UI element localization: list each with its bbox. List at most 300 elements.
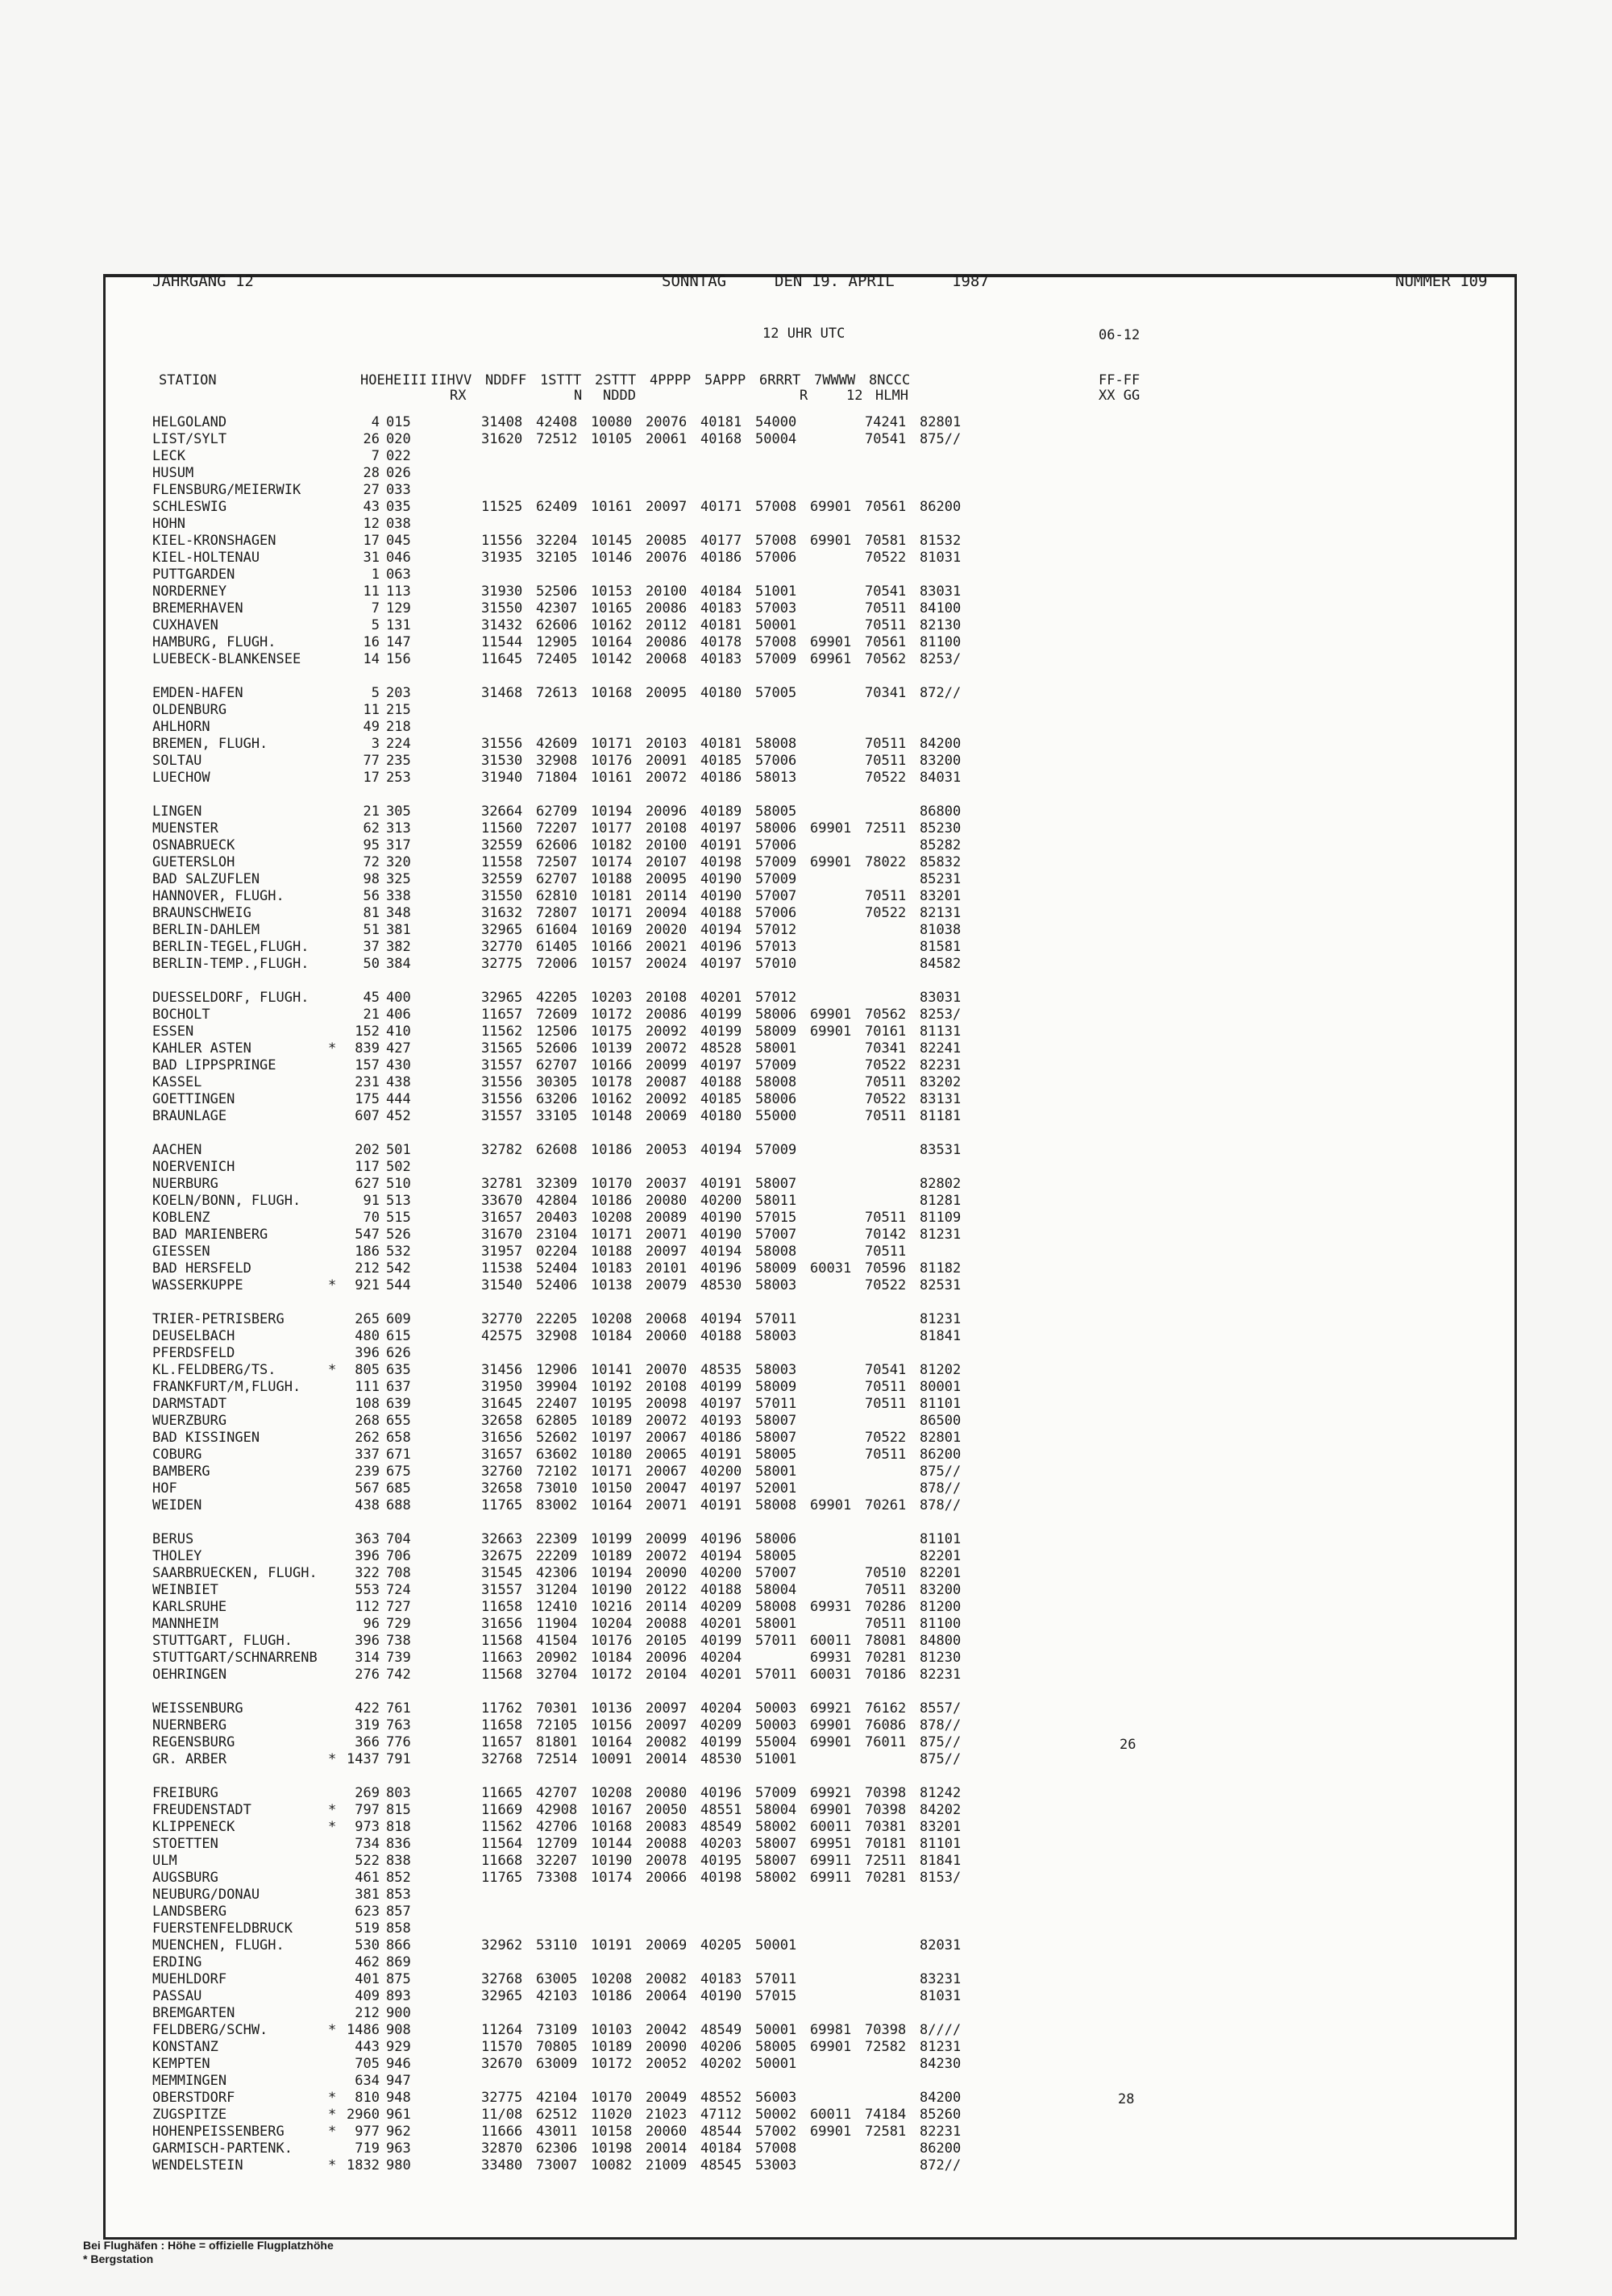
station-name: CUXHAVEN (152, 617, 218, 633)
synop-group: 69961 (810, 651, 852, 667)
synop-group: 10169 (591, 922, 633, 938)
synop-group: 70562 (865, 1007, 907, 1023)
footnote-airport: Bei Flughäfen : Höhe = offizielle Flugplatzhöhe (83, 2239, 334, 2252)
year-label: 1987 (952, 272, 989, 290)
synop-group: 69901 (810, 1497, 852, 1513)
station-number: 900 (386, 2005, 411, 2021)
station-height: 462 (355, 1954, 380, 1970)
synop-group: 81031 (920, 550, 962, 566)
station-height: 98 (363, 871, 380, 887)
synop-group: 63206 (536, 1091, 578, 1107)
synop-group: 72613 (536, 685, 578, 701)
synop-group: 81532 (920, 533, 962, 549)
synop-group: 31657 (481, 1210, 523, 1226)
synop-group: 10136 (591, 1700, 633, 1717)
station-height: 56 (363, 888, 380, 904)
station-name: KIEL-HOLTENAU (152, 550, 260, 566)
station-name: MUENCHEN, FLUGH. (152, 1937, 285, 1953)
synop-group: 84800 (920, 1633, 962, 1649)
synop-group: 58008 (755, 1243, 797, 1260)
synop-group: 81841 (920, 1853, 962, 1869)
synop-group: 10168 (591, 685, 633, 701)
station-number: 129 (386, 600, 411, 617)
station-number: 803 (386, 1785, 411, 1801)
synop-group: 32207 (536, 1853, 578, 1869)
synop-group: 31456 (481, 1362, 523, 1378)
synop-group: 72006 (536, 956, 578, 972)
station-height: 7 (371, 448, 380, 464)
synop-group: 10192 (591, 1379, 633, 1395)
synop-group: 32965 (481, 1988, 523, 2004)
station-name: FELDBERG/SCHW. (152, 2022, 268, 2038)
station-height: 212 (355, 2005, 380, 2021)
synop-group: 70522 (865, 1057, 907, 1073)
station-name: BAMBERG (152, 1464, 210, 1480)
synop-group: 57007 (755, 888, 797, 904)
synop-group: 52406 (536, 1277, 578, 1293)
station-name: BERLIN-DAHLEM (152, 922, 260, 938)
synop-group: 70341 (865, 1040, 907, 1057)
column-header: NDDFF (485, 372, 527, 388)
station-number: 963 (386, 2140, 411, 2157)
synop-group: 8153/ (920, 1870, 962, 1886)
synop-group: 57015 (755, 1988, 797, 2004)
station-number: 038 (386, 516, 411, 532)
synop-group: 72405 (536, 651, 578, 667)
synop-group: 10153 (591, 583, 633, 600)
synop-group: 11657 (481, 1734, 523, 1750)
station-number: 639 (386, 1396, 411, 1412)
synop-group: 10164 (591, 1497, 633, 1513)
synop-group: 57013 (755, 939, 797, 955)
synop-group: 70261 (865, 1497, 907, 1513)
station-number: 406 (386, 1007, 411, 1023)
synop-group: 31656 (481, 1430, 523, 1446)
synop-group: 40190 (700, 888, 742, 904)
synop-group: 73007 (536, 2157, 578, 2174)
synop-group: 10161 (591, 770, 633, 786)
station-height: 77 (363, 753, 380, 769)
synop-group: 48530 (700, 1751, 742, 1767)
station-name: BERLIN-TEGEL,FLUGH. (152, 939, 310, 955)
synop-group: 11668 (481, 1853, 523, 1869)
synop-group: 20122 (646, 1582, 688, 1598)
synop-group: 12410 (536, 1599, 578, 1615)
station-number: 655 (386, 1413, 411, 1429)
synop-group: 40188 (700, 905, 742, 921)
synop-group: 57009 (755, 871, 797, 887)
station-number: 501 (386, 1142, 411, 1158)
synop-group: 69901 (810, 854, 852, 870)
synop-group: 41504 (536, 1633, 578, 1649)
synop-group: 32965 (481, 922, 523, 938)
station-height: 530 (355, 1937, 380, 1953)
synop-group: 31656 (481, 1616, 523, 1632)
station-number: 708 (386, 1565, 411, 1581)
synop-group: 48549 (700, 1819, 742, 1835)
synop-group: 43011 (536, 2124, 578, 2140)
synop-group: 875// (920, 431, 962, 447)
station-number: 430 (386, 1057, 411, 1073)
synop-group: 62810 (536, 888, 578, 904)
station-height: 108 (355, 1396, 380, 1412)
station-number: 203 (386, 685, 411, 701)
synop-group: 10142 (591, 651, 633, 667)
synop-group: 50001 (755, 617, 797, 633)
synop-group: 20060 (646, 1328, 688, 1344)
synop-group: 22309 (536, 1531, 578, 1547)
synop-group: 11568 (481, 1667, 523, 1683)
station-height: 186 (355, 1243, 380, 1260)
synop-group: 71804 (536, 770, 578, 786)
station-number: 742 (386, 1667, 411, 1683)
synop-group: 70541 (865, 431, 907, 447)
synop-group: 10186 (591, 1988, 633, 2004)
synop-group: 57011 (755, 1396, 797, 1412)
synop-group: 11904 (536, 1616, 578, 1632)
station-number: 947 (386, 2073, 411, 2089)
column-header: 6RRRT (759, 372, 801, 388)
station-number: 869 (386, 1954, 411, 1970)
synop-group: 20021 (646, 939, 688, 955)
synop-group: 83201 (920, 1819, 962, 1835)
synop-group: 58005 (755, 2039, 797, 2055)
synop-group: 32309 (536, 1176, 578, 1192)
station-number: 348 (386, 905, 411, 921)
synop-group: 85832 (920, 854, 962, 870)
synop-group: 40180 (700, 1108, 742, 1124)
synop-group: 50001 (755, 2056, 797, 2072)
synop-group: 72511 (865, 1853, 907, 1869)
station-name: HELGOLAND (152, 414, 227, 430)
synop-group: 875// (920, 1464, 962, 1480)
synop-group: 10146 (591, 550, 633, 566)
synop-group: 31468 (481, 685, 523, 701)
synop-group: 40190 (700, 871, 742, 887)
synop-group: 10194 (591, 1565, 633, 1581)
station-name: PUTTGARDEN (152, 567, 235, 583)
synop-group: 40200 (700, 1193, 742, 1209)
synop-group: 10189 (591, 1548, 633, 1564)
synop-group: 32908 (536, 753, 578, 769)
synop-group: 20108 (646, 990, 688, 1006)
synop-group: 10175 (591, 1023, 633, 1040)
synop-group: 40190 (700, 1210, 742, 1226)
synop-group: 69981 (810, 2022, 852, 2038)
synop-group: 20068 (646, 651, 688, 667)
synop-group: 62709 (536, 803, 578, 820)
synop-group: 40201 (700, 990, 742, 1006)
station-name: KOBLENZ (152, 1210, 210, 1226)
synop-group: 32559 (481, 837, 523, 853)
synop-group: 20071 (646, 1497, 688, 1513)
synop-group: 10176 (591, 1633, 633, 1649)
station-height: 62 (363, 820, 380, 837)
synop-group: 82231 (920, 1057, 962, 1073)
synop-group: 20014 (646, 1751, 688, 1767)
synop-group: 58006 (755, 1531, 797, 1547)
synop-group: 40188 (700, 1074, 742, 1090)
synop-group: 62409 (536, 499, 578, 515)
synop-group: 58004 (755, 1802, 797, 1818)
station-name: PASSAU (152, 1988, 202, 2004)
synop-group: 58001 (755, 1464, 797, 1480)
synop-group: 57006 (755, 837, 797, 853)
synop-group: 20086 (646, 1007, 688, 1023)
synop-group: 40188 (700, 1582, 742, 1598)
synop-group: 40204 (700, 1700, 742, 1717)
synop-group: 40199 (700, 1023, 742, 1040)
synop-group: 31957 (481, 1243, 523, 1260)
station-name: BERLIN-TEMP.,FLUGH. (152, 956, 310, 972)
synop-group: 12905 (536, 634, 578, 650)
synop-group: 40209 (700, 1717, 742, 1733)
synop-group: 20066 (646, 1870, 688, 1886)
synop-group: 57011 (755, 1667, 797, 1683)
synop-group: 82201 (920, 1548, 962, 1564)
synop-group: 83202 (920, 1074, 962, 1090)
synop-group: 40196 (700, 939, 742, 955)
synop-group: 57006 (755, 550, 797, 566)
synop-group: 20086 (646, 634, 688, 650)
station-name: GR. ARBER (152, 1751, 227, 1767)
station-number: 671 (386, 1447, 411, 1463)
station-height: 157 (355, 1057, 380, 1073)
synop-group: 52404 (536, 1260, 578, 1277)
synop-group: 62606 (536, 617, 578, 633)
station-height: 3 (371, 736, 380, 752)
station-name: OEHRINGEN (152, 1667, 227, 1683)
synop-group: 48549 (700, 2022, 742, 2038)
synop-group: 40203 (700, 1836, 742, 1852)
synop-group: 63602 (536, 1447, 578, 1463)
synop-group: 58006 (755, 1007, 797, 1023)
synop-group: 40194 (700, 922, 742, 938)
synop-group: 57003 (755, 600, 797, 617)
synop-group: 31670 (481, 1227, 523, 1243)
station-name: LINGEN (152, 803, 202, 820)
synop-group: 40183 (700, 600, 742, 617)
station-number: 444 (386, 1091, 411, 1107)
synop-group: 40195 (700, 1853, 742, 1869)
synop-group: 62707 (536, 871, 578, 887)
synop-group: 81182 (920, 1260, 962, 1277)
synop-group: 70522 (865, 905, 907, 921)
synop-group: 58001 (755, 1040, 797, 1057)
synop-group: 70511 (865, 1243, 907, 1260)
synop-group: 31556 (481, 736, 523, 752)
synop-group: 42575 (481, 1328, 523, 1344)
synop-group: 20069 (646, 1937, 688, 1953)
synop-group: 82801 (920, 1430, 962, 1446)
station-number: 729 (386, 1616, 411, 1632)
station-name: BREMEN, FLUGH. (152, 736, 268, 752)
synop-group: 86800 (920, 803, 962, 820)
synop-group: 10204 (591, 1616, 633, 1632)
station-number: 035 (386, 499, 411, 515)
station-height: 1486 (347, 2022, 380, 2038)
synop-group: 32870 (481, 2140, 523, 2157)
station-number: 026 (386, 465, 411, 481)
synop-group: 10164 (591, 634, 633, 650)
synop-group: 10194 (591, 803, 633, 820)
synop-group: 48530 (700, 1277, 742, 1293)
synop-group: 70286 (865, 1599, 907, 1615)
station-number: 961 (386, 2107, 411, 2123)
synop-group: 54000 (755, 414, 797, 430)
synop-group: 10177 (591, 820, 633, 837)
station-name: ESSEN (152, 1023, 194, 1040)
synop-group: 69901 (810, 533, 852, 549)
synop-group: 32770 (481, 1311, 523, 1327)
station-number: 685 (386, 1480, 411, 1497)
station-name: STOETTEN (152, 1836, 218, 1852)
mountain-station-marker: * (328, 1802, 337, 1818)
synop-group: 10208 (591, 1971, 633, 1987)
synop-group: 74184 (865, 2107, 907, 2123)
station-height: 202 (355, 1142, 380, 1158)
synop-group: 20020 (646, 922, 688, 938)
synop-group: 20064 (646, 1988, 688, 2004)
date-label: DEN 19. APRIL (775, 272, 895, 290)
synop-group: 60031 (810, 1667, 852, 1683)
column-header: 8NCCC (869, 372, 911, 388)
synop-group: 40191 (700, 1176, 742, 1192)
station-name: KEMPTEN (152, 2056, 210, 2072)
synop-group: 69901 (810, 1717, 852, 1733)
station-name: FREIBURG (152, 1785, 218, 1801)
station-height: 396 (355, 1548, 380, 1564)
synop-group: 53003 (755, 2157, 797, 2174)
bulletin-sheet (103, 274, 1517, 2240)
station-name: LANDSBERG (152, 1904, 227, 1920)
synop-group: 20072 (646, 1413, 688, 1429)
synop-group: 20071 (646, 1227, 688, 1243)
station-number: 658 (386, 1430, 411, 1446)
synop-group: 70511 (865, 888, 907, 904)
synop-group: 72609 (536, 1007, 578, 1023)
mountain-station-marker: * (328, 1362, 337, 1378)
station-height: 438 (355, 1497, 380, 1513)
synop-group: 10171 (591, 1464, 633, 1480)
station-name: AUGSBURG (152, 1870, 218, 1886)
synop-group: 70511 (865, 753, 907, 769)
synop-group: 11544 (481, 634, 523, 650)
synop-group: 32768 (481, 1751, 523, 1767)
station-number: 215 (386, 702, 411, 718)
synop-group: 57006 (755, 905, 797, 921)
synop-group: 20088 (646, 1616, 688, 1632)
synop-group: 20050 (646, 1802, 688, 1818)
synop-group: 82241 (920, 1040, 962, 1057)
synop-group: 8557/ (920, 1700, 962, 1717)
station-number: 929 (386, 2039, 411, 2055)
synop-group: 10158 (591, 2124, 633, 2140)
synop-group: 70398 (865, 1802, 907, 1818)
synop-group: 81281 (920, 1193, 962, 1209)
station-height: 5 (371, 617, 380, 633)
synop-group: 81801 (536, 1734, 578, 1750)
station-number: 020 (386, 431, 411, 447)
station-number: 502 (386, 1159, 411, 1175)
synop-group: 10091 (591, 1751, 633, 1767)
synop-group: 70522 (865, 1277, 907, 1293)
mountain-station-marker: * (328, 2157, 337, 2174)
station-number: 609 (386, 1311, 411, 1327)
synop-group: 52606 (536, 1040, 578, 1057)
station-name: EMDEN-HAFEN (152, 685, 243, 701)
station-name: HANNOVER, FLUGH. (152, 888, 285, 904)
synop-group: 81101 (920, 1531, 962, 1547)
synop-group: 20047 (646, 1480, 688, 1497)
synop-group: 58002 (755, 1819, 797, 1835)
station-height: 262 (355, 1430, 380, 1446)
synop-group: 10144 (591, 1836, 633, 1852)
synop-group: 58007 (755, 1413, 797, 1429)
synop-group: 42706 (536, 1819, 578, 1835)
synop-group: 62608 (536, 1142, 578, 1158)
synop-group: 57011 (755, 1971, 797, 1987)
station-name: OSNABRUECK (152, 837, 235, 853)
synop-group: 70511 (865, 1210, 907, 1226)
station-number: 875 (386, 1971, 411, 1987)
synop-group: 70511 (865, 1616, 907, 1632)
synop-group: 10170 (591, 1176, 633, 1192)
synop-group: 20072 (646, 1040, 688, 1057)
synop-group: 875// (920, 1751, 962, 1767)
column-header: IIHVV (430, 372, 472, 388)
synop-group: 58013 (755, 770, 797, 786)
synop-group: 83231 (920, 1971, 962, 1987)
station-height: 31 (363, 550, 380, 566)
station-height: 480 (355, 1328, 380, 1344)
synop-group: 70511 (865, 617, 907, 633)
station-height: 567 (355, 1480, 380, 1497)
synop-group: 57009 (755, 1057, 797, 1073)
station-number: 706 (386, 1548, 411, 1564)
synop-group: 40200 (700, 1565, 742, 1581)
synop-group: 32965 (481, 990, 523, 1006)
synop-group: 40199 (700, 1633, 742, 1649)
station-height: 95 (363, 837, 380, 853)
synop-group: 50002 (755, 2107, 797, 2123)
synop-group: 81841 (920, 1328, 962, 1344)
synop-group: 70511 (865, 1108, 907, 1124)
synop-group: 57009 (755, 854, 797, 870)
synop-group: 32768 (481, 1971, 523, 1987)
synop-group: 22209 (536, 1548, 578, 1564)
synop-group: 31408 (481, 414, 523, 430)
synop-group: 10138 (591, 1277, 633, 1293)
synop-group: 10080 (591, 414, 633, 430)
synop-group: 81101 (920, 1836, 962, 1852)
synop-group: 42609 (536, 736, 578, 752)
synop-group: 20088 (646, 1836, 688, 1852)
station-name: ERDING (152, 1954, 202, 1970)
station-number: 253 (386, 770, 411, 786)
synop-group: 20053 (646, 1142, 688, 1158)
synop-group: 20096 (646, 1650, 688, 1666)
synop-group: 878// (920, 1497, 962, 1513)
synop-group: 10145 (591, 533, 633, 549)
station-name: AHLHORN (152, 719, 210, 735)
synop-group: 69931 (810, 1650, 852, 1666)
synop-group: 70341 (865, 685, 907, 701)
synop-group: 40185 (700, 753, 742, 769)
station-number: 866 (386, 1937, 411, 1953)
station-number: 738 (386, 1633, 411, 1649)
synop-group: 70281 (865, 1650, 907, 1666)
